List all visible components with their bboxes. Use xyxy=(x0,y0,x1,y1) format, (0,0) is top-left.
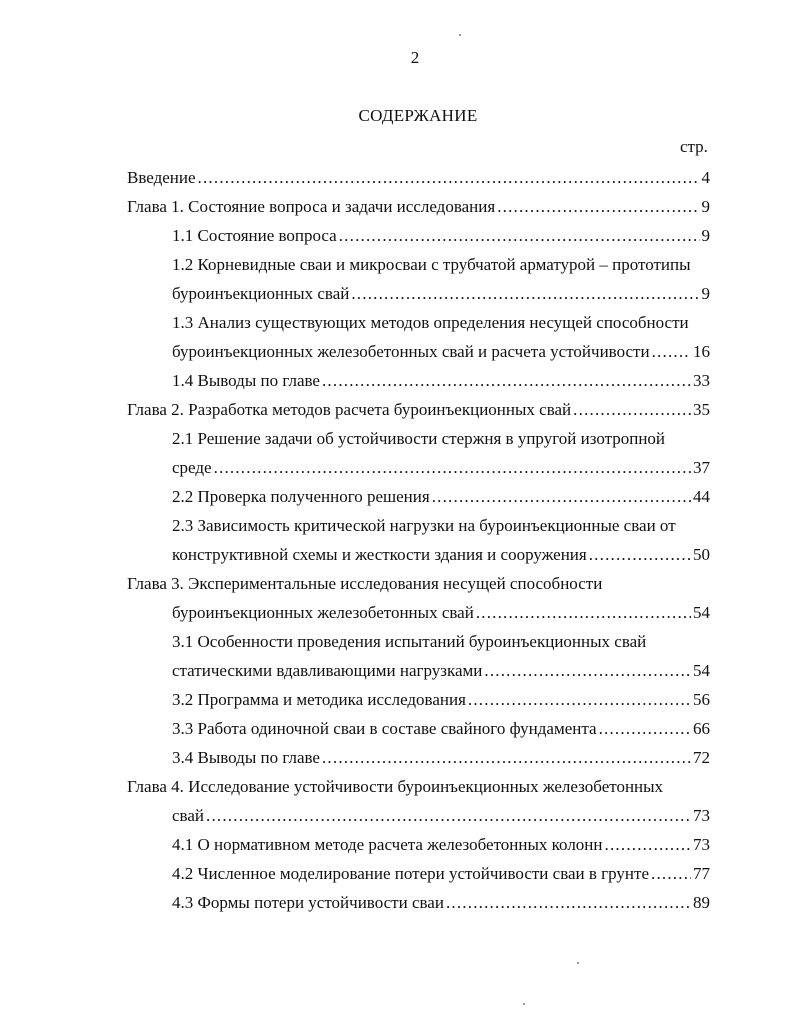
toc-entry-page: 16 xyxy=(693,342,710,361)
toc-leader-dots xyxy=(206,803,691,829)
toc-leader-dots xyxy=(652,339,691,365)
toc-leader-dots xyxy=(476,600,691,626)
toc-entry-page: 54 xyxy=(693,603,710,622)
toc-entry xyxy=(172,368,710,394)
toc-entry-text: 4.1 О нормативном методе расчета железобетонных колонн xyxy=(172,835,603,854)
toc-entry-text: 2.3 Зависимость критической нагрузки на буроинъекционные сваи от xyxy=(172,516,676,535)
toc-entry-text: конструктивной схемы и жесткости здания и сооружения xyxy=(172,545,587,564)
toc-entry xyxy=(172,600,710,626)
toc-entry-page: 37 xyxy=(693,458,710,477)
toc-entry xyxy=(172,252,691,278)
toc-entry-text: 3.3 Работа одиночной сваи в составе свайного фундамента xyxy=(172,719,597,738)
toc-entry xyxy=(172,687,710,713)
toc-entry xyxy=(172,484,710,510)
toc-entry xyxy=(172,745,710,771)
toc-leader-dots xyxy=(484,658,691,684)
toc-entry-page: 9 xyxy=(701,284,710,303)
toc-leader-dots xyxy=(432,484,691,510)
toc-leader-dots xyxy=(599,716,691,742)
toc-entry-text: буроинъекционных свай xyxy=(172,284,350,303)
toc-entry-text: Глава 4. Исследование устойчивости буроинъекционных железобетонных xyxy=(127,777,664,796)
toc-entry-page: 54 xyxy=(693,661,710,680)
toc-leader-dots xyxy=(605,832,691,858)
toc-entry-text: 4.3 Формы потери устойчивости сваи xyxy=(172,893,444,912)
toc-entry xyxy=(172,339,710,365)
toc-entry-text: Глава 3. Экспериментальные исследования несущей способности xyxy=(127,574,603,593)
toc-entry xyxy=(172,513,676,539)
toc-entry xyxy=(127,774,663,800)
toc-entry-page: 56 xyxy=(693,690,710,709)
toc-leader-dots xyxy=(468,687,691,713)
toc-entry-page: 89 xyxy=(693,893,710,912)
toc-leader-dots xyxy=(497,194,699,220)
scan-speck xyxy=(523,1003,525,1005)
toc-entry-page: 72 xyxy=(693,748,710,767)
toc-entry-page: 44 xyxy=(693,487,710,506)
toc-entry-text: Глава 1. Состояние вопроса и задачи исследования xyxy=(127,197,496,216)
toc-entry-text: свай xyxy=(172,806,204,825)
toc-leader-dots xyxy=(351,281,699,307)
toc-entry-text: Глава 2. Разработка методов расчета буроинъекционных свай xyxy=(127,400,572,419)
toc-entry xyxy=(172,716,710,742)
toc-leader-dots xyxy=(339,223,700,249)
toc-entry-page: 77 xyxy=(693,864,710,883)
page-column-label: стр. xyxy=(680,137,708,156)
toc-entry-page: 4 xyxy=(701,168,710,187)
toc-leader-dots xyxy=(198,165,700,191)
toc-entry-text: 1.3 Анализ существующих методов определения несущей способности xyxy=(172,313,689,332)
toc-entry xyxy=(172,426,665,452)
toc-leader-dots xyxy=(589,542,691,568)
toc-entry xyxy=(172,658,710,684)
toc-entry xyxy=(172,861,710,887)
toc-entry-text: буроинъекционных железобетонных свай и расчета устойчивости xyxy=(172,342,650,361)
toc-entry xyxy=(127,165,710,191)
toc-entry xyxy=(172,223,710,249)
page-number: 2 xyxy=(410,48,420,67)
toc-entry xyxy=(172,832,710,858)
toc-leader-dots xyxy=(446,890,691,916)
toc-leader-dots xyxy=(651,861,691,887)
toc-entry-page: 9 xyxy=(701,197,710,216)
toc-entry-page: 9 xyxy=(701,226,710,245)
toc-entry-page: 33 xyxy=(693,371,710,390)
toc-entry-text: 3.4 Выводы по главе xyxy=(172,748,320,767)
toc-entry-text: 1.2 Корневидные сваи и микросваи с трубчатой арматурой – прототипы xyxy=(172,255,691,274)
toc-entry-text: 3.1 Особенности проведения испытаний буроинъекционных свай xyxy=(172,632,647,651)
toc-entry xyxy=(127,571,602,597)
toc-entry-text: 4.2 Численное моделирование потери устойчивости сваи в грунте xyxy=(172,864,649,883)
toc-entry xyxy=(172,890,710,916)
toc-entry-page: 50 xyxy=(693,545,710,564)
toc-entry xyxy=(172,310,689,336)
scan-speck xyxy=(577,962,579,964)
toc-entry-text: статическими вдавливающими нагрузками xyxy=(172,661,483,680)
toc-leader-dots xyxy=(573,397,691,423)
toc-entry-page: 35 xyxy=(693,400,710,419)
toc-entry-text: Введение xyxy=(127,168,196,187)
toc-entry-text: 2.2 Проверка полученного решения xyxy=(172,487,430,506)
toc-leader-dots xyxy=(214,455,691,481)
toc-entry xyxy=(172,629,646,655)
toc-leader-dots xyxy=(322,745,691,771)
toc-entry-text: 1.4 Выводы по главе xyxy=(172,371,320,390)
toc-entry-text: 1.1 Состояние вопроса xyxy=(172,226,337,245)
scan-speck xyxy=(459,34,461,36)
toc-entry xyxy=(127,194,710,220)
toc-entry xyxy=(172,803,710,829)
toc-entry xyxy=(172,542,710,568)
document-title: СОДЕРЖАНИЕ xyxy=(358,106,478,125)
toc-entry-page: 73 xyxy=(693,835,710,854)
toc-entry-text: 3.2 Программа и методика исследования xyxy=(172,690,466,709)
toc-entry xyxy=(172,281,710,307)
toc-entry xyxy=(172,455,710,481)
toc-entry xyxy=(127,397,710,423)
toc-entry-text: 2.1 Решение задачи об устойчивости стержня в упругой изотропной xyxy=(172,429,666,448)
toc-leader-dots xyxy=(322,368,691,394)
toc-entry-page: 66 xyxy=(693,719,710,738)
toc-entry-text: буроинъекционных железобетонных свай xyxy=(172,603,474,622)
toc-entry-text: среде xyxy=(172,458,212,477)
toc-entry-page: 73 xyxy=(693,806,710,825)
